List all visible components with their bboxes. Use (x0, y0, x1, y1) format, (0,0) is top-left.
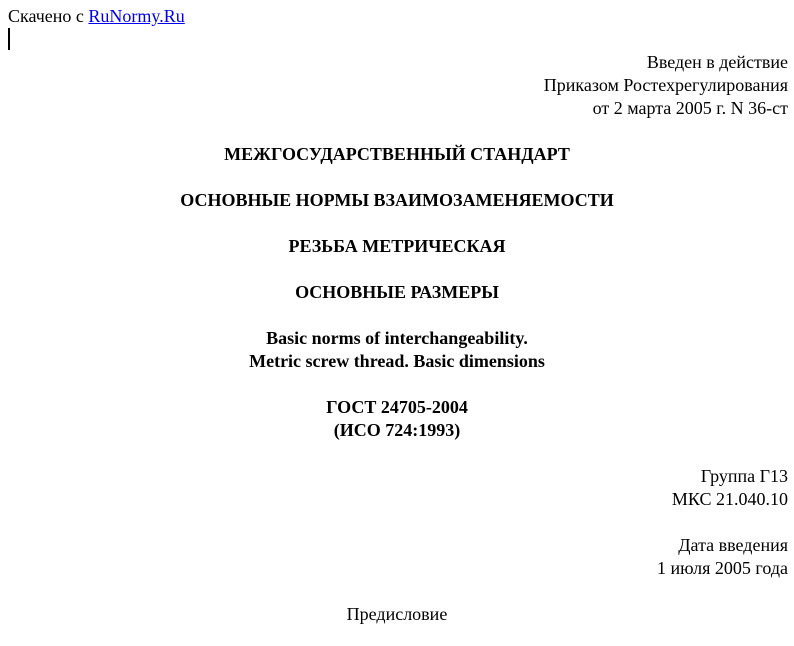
effective-date-label: Дата введения (678, 535, 788, 555)
title-metric-thread: РЕЗЬБА МЕТРИЧЕСКАЯ (288, 236, 506, 256)
classification-mks: МКС 21.040.10 (671, 489, 788, 509)
enactment-block (544, 51, 788, 120)
effective-date-value: 1 июля 2005 года (657, 558, 788, 578)
english-title-line-2: Metric screw thread. Basic dimensions (249, 351, 545, 371)
english-title-line-1: Basic norms of interchangeability. (266, 328, 528, 348)
source-link[interactable]: RuNormy.Ru (88, 6, 185, 26)
effective-date-block (657, 534, 788, 580)
title-interchangeability: ОСНОВНЫЕ НОРМЫ ВЗАИМОЗАМЕНЯЕМОСТИ (180, 190, 614, 210)
text-cursor (8, 28, 10, 50)
enactment-line-1: Введен в действие (646, 52, 788, 72)
standard-type-heading: МЕЖГОСУДАРСТВЕННЫЙ СТАНДАРТ (224, 144, 570, 164)
enactment-line-3: от 2 марта 2005 г. N 36-ст (592, 98, 788, 118)
source-prefix: Скачено с (8, 6, 84, 26)
gost-number: ГОСТ 24705-2004 (326, 397, 468, 417)
title-basic-dimensions: ОСНОВНЫЕ РАЗМЕРЫ (295, 282, 499, 302)
classification-block (672, 465, 788, 511)
source-line (8, 5, 185, 27)
section-heading-foreword: Предисловие (346, 604, 448, 624)
iso-number: (ИСО 724:1993) (333, 420, 461, 440)
enactment-line-2: Приказом Ростехрегулирования (543, 75, 788, 95)
classification-group: Группа Г13 (700, 466, 788, 486)
